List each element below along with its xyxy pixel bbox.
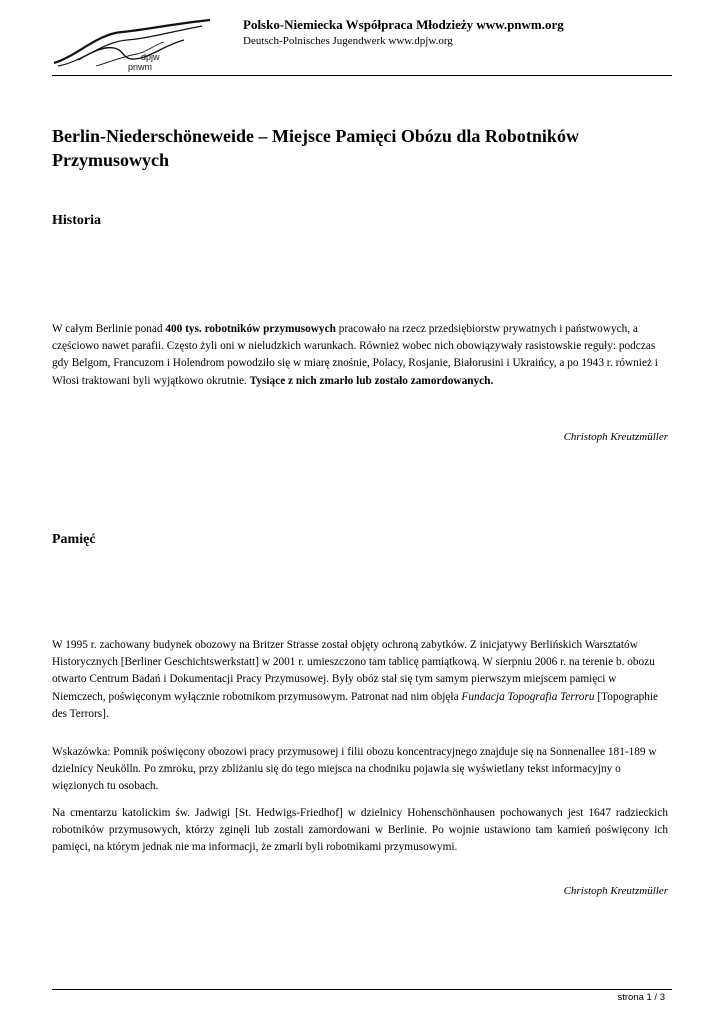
logo-text-dpjw: dpjw [141,52,160,62]
pamiec-paragraph-cemetery: Na cmentarzu katolickim św. Jadwigi [St. Hedwigs-Friedhof] w dzielnicy Hohenschönhausen pochowanych jest 1647 radzieckich robotników przymusowych, którzy zginęli lub zostali zamordowani w Berlinie. Po wojnie ustawiono tam kamień poświęcony ich pamięci, na którym jednak nie ma informacji, że zmarli byli robotnikami przymusowymi. [52,807,668,854]
dpjw-pnwm-logo [52,16,212,76]
historia-text-part1: W całym Berlinie ponad [52,323,166,335]
pamiec-paragraph-1 [52,637,668,723]
pamiec-text-part2: [Topographie des Terrors]. [52,690,659,720]
page-title: Berlin-Niederschöneweide – Miejsce Pamięci Obózu dla Robotników Przymusowych [52,126,579,170]
footer-rule [52,989,672,990]
pamiec-text-part1: W 1995 r. zachowany budynek obozowy na Britzer Strasse został objęty ochroną zabytków. Z inicjatywy Berlińskich Warsztatów Historycznych [Berliner Geschichtswerkstatt] w 2001 r. umieszczono tam tablicę pamiątkową. W sierpniu 2006 r. na terenie b. obozu otwarto Centrum Badań i Dokumentacji Pracy Przymusowej. Były obóz stał się tym samym pierwszym miejscem pamięci w Niemczech, poświęconym wyłącznie robotnikom przymusowym. Patronat nad nim objęła [52,639,655,703]
historia-signature: Christoph Kreutzmüller [563,431,668,443]
historia-bold-sentence: Tysiące z nich zmarło lub zostało zamordowanych. [249,374,494,387]
pamiec-paragraph-hint: Wskazówka: Pomnik poświęcony obozowi pracy przymusowej i filii obozu koncentracyjnego znajduje się na Sonnenallee 181-189 w dzielnicy Neukölln. Po zmroku, przy zbliżaniu się do tego miejsca na chodniku pojawia się wyświetlany tekst informacyjny o więzionych tu osobach. [52,746,657,793]
pamiec-italic-foundation: Fundacja Topografia Terroru [461,690,595,703]
historia-paragraph [52,321,668,390]
historia-bold-number: 400 tys. robotników przymusowych [165,323,336,335]
logo-text-pnwm: pnwm [128,62,153,72]
page-header [52,12,672,76]
header-rule [52,75,672,76]
historia-text-part2: pracowało na rzecz przedsiębiorstw prywatnych i państwowych, a częściowo nawet parafii. Często żyli oni w nieludzkich warunkach. Również wobec nich obowiązywały rasistowskie reguły: podczas gdy Belgom, Francuzom i Holendrom powodziło się w miarę znośnie, Polacy, Rosjanie, Białorusini i Ukraińcy, a po 1943 r. również i Włosi traktowani byli wyjątkowo okrutnie. [52,323,658,387]
header-org-german: Deutsch-Polnisches Jugendwerk www.dpjw.org [243,35,453,47]
section-heading-historia: Historia [52,213,101,228]
page-number: strona 1 / 3 [617,992,665,1003]
header-text [243,16,564,49]
section-heading-pamiec: Pamięć [52,532,96,547]
pamiec-signature: Christoph Kreutzmüller [563,885,668,897]
header-org-polish: Polsko-Niemiecka Współpraca Młodzieży www.pnwm.org [243,17,564,32]
